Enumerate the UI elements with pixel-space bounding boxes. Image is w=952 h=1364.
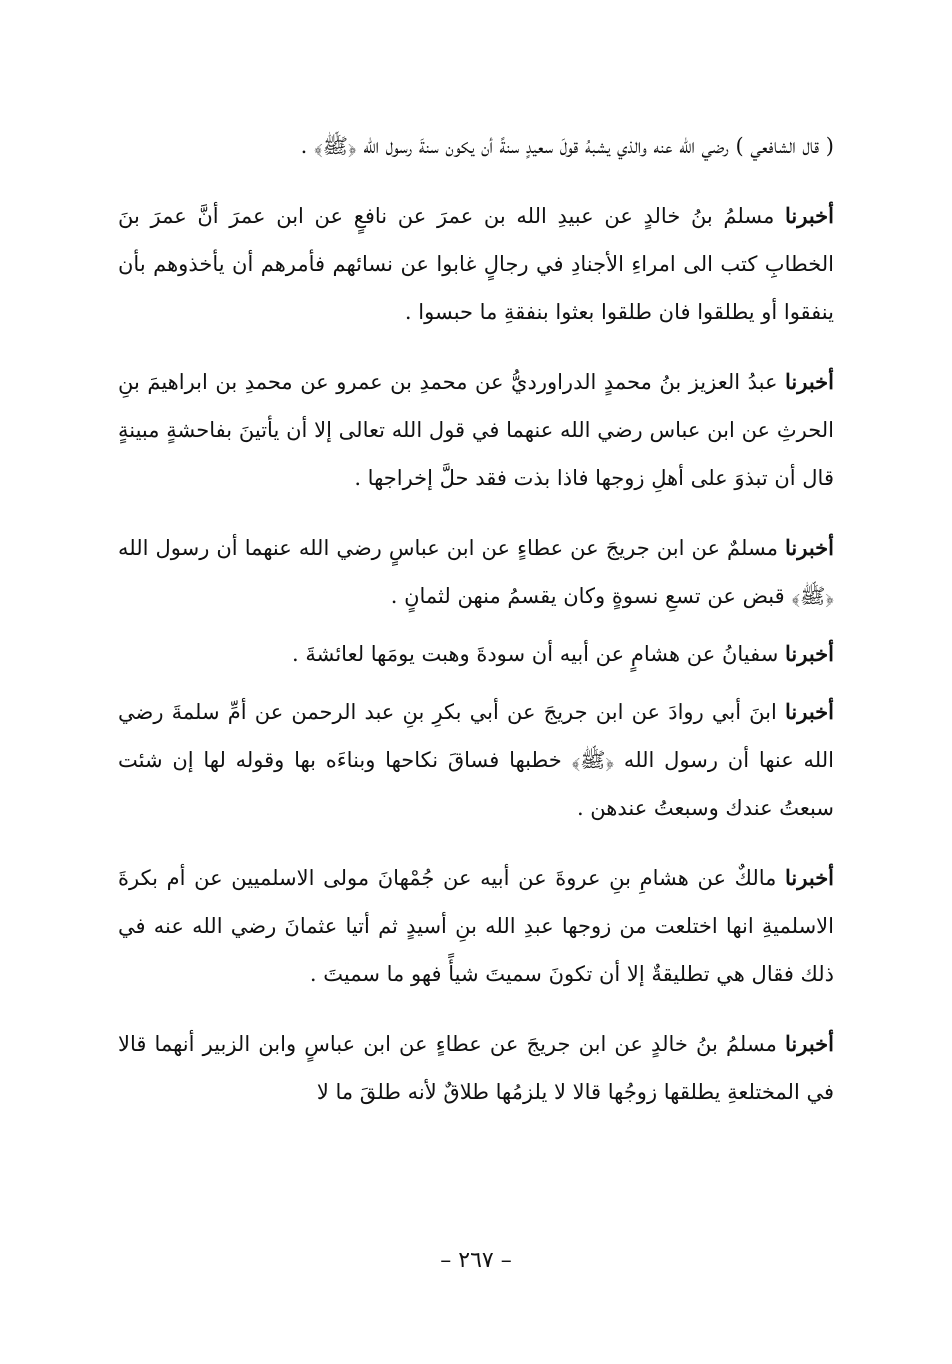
paragraph-2 [118, 192, 834, 336]
paragraph-lead: أخبرنا [785, 865, 835, 890]
paragraph-text: سفيانُ عن هشامٍ عن أبيه أن سودةَ وهبت يومَها لعائشةَ . [291, 642, 779, 666]
paragraph-4 [118, 524, 834, 620]
paragraph-text: مسلمُ بنُ خالدٍ عن عبيدِ الله بن عمرَ عن نافعٍ عن ابن عمرَ أنَّ عمرَ بنَ الخطابِ كتب الى امراءِ الأجنادِ في رجالٍ غابوا عن نسائهم فأمرهم أن يأخذوهم بأن ينفقوا أو يطلقوا فان طلقوا بعثوا بنفقةِ ما حبسوا . [118, 204, 834, 324]
paragraph-text: ( قال الشافعي ) رضي الله عنه والذي يشبهُ قولَ سعيدٍ سنةً أن يكون سنةَ رسول الله ﴿ﷺ﴾ . [300, 134, 834, 158]
paragraph-lead: أخبرنا [785, 369, 834, 394]
paragraph-8 [118, 1020, 834, 1116]
paragraph-text: مالكٌ عن هشامِ بنِ عروةَ عن أبيه عن جُمْهانَ مولى الاسلميين عن أم بكرةَ الاسلميةِ انها اختلعت من زوجها عبدِ الله بنِ أسيدٍ ثم أتيا عثمانَ رضي الله عنه في ذلك فقال هي تطليقةٌ إلا أن تكونَ سميتَ شيأً فهو ما سميتَ . [118, 866, 834, 986]
paragraph-lead: أخبرنا [785, 1031, 834, 1056]
paragraph-text: مسلمُ بنُ خالدٍ عن ابن جريجَ عن عطاءٍ عن ابن عباسٍ وابن الزبير أنهما قالا في المختلعةِ يطلقها زوجُها قالا لا يلزمُها طلاقٌ لأنه طلقَ ما لا [118, 1032, 834, 1104]
paragraph-lead: أخبرنا [785, 203, 834, 228]
paragraph-6 [118, 688, 834, 832]
paragraph-lead: أخبرنا [785, 699, 834, 724]
paragraph-text: عبدُ العزيز بنُ محمدٍ الدراورديُّ عن محمدِ بن عمرو عن محمدِ بن ابراهيمَ بنِ الحرثِ عن ابن عباس رضي الله عنهما في قول الله تعالى إلا أن يأتينَ بفاحشةٍ مبينةٍ قال أن تبذوَ على أهلِ زوجها فاذا بذت فقد حلَّ إخراجها . [118, 370, 834, 490]
paragraph-text: مسلمٌ عن ابن جريجَ عن عطاءٍ عن ابن عباسٍ رضي الله عنهما أن رسول الله ﴿ﷺ﴾ قبض عن تسعِ نسوةٍ وكان يقسمُ منهن لثمانٍ . [118, 536, 834, 608]
text-body [118, 122, 834, 1138]
paragraph-3 [118, 358, 834, 502]
paragraph-5 [118, 630, 834, 678]
paragraph-1 [118, 122, 834, 170]
paragraph-text: ابنَ أبي روادَ عن ابن جريجَ عن أبي بكرِ بنِ عبد الرحمن عن أمِّ سلمةَ رضي الله عنها أن رسول الله ﴿ﷺ﴾ خطبها فساقَ نكاحها وبناءَه بها وقوله لها إن شئت سبعتُ عندك وسبعتُ عندهن . [118, 700, 834, 820]
paragraph-lead: أخبرنا [785, 641, 834, 666]
paragraph-7 [118, 854, 834, 998]
page-number: – ٢٦٧ – [440, 1248, 512, 1273]
paragraph-lead: أخبرنا [785, 535, 834, 560]
